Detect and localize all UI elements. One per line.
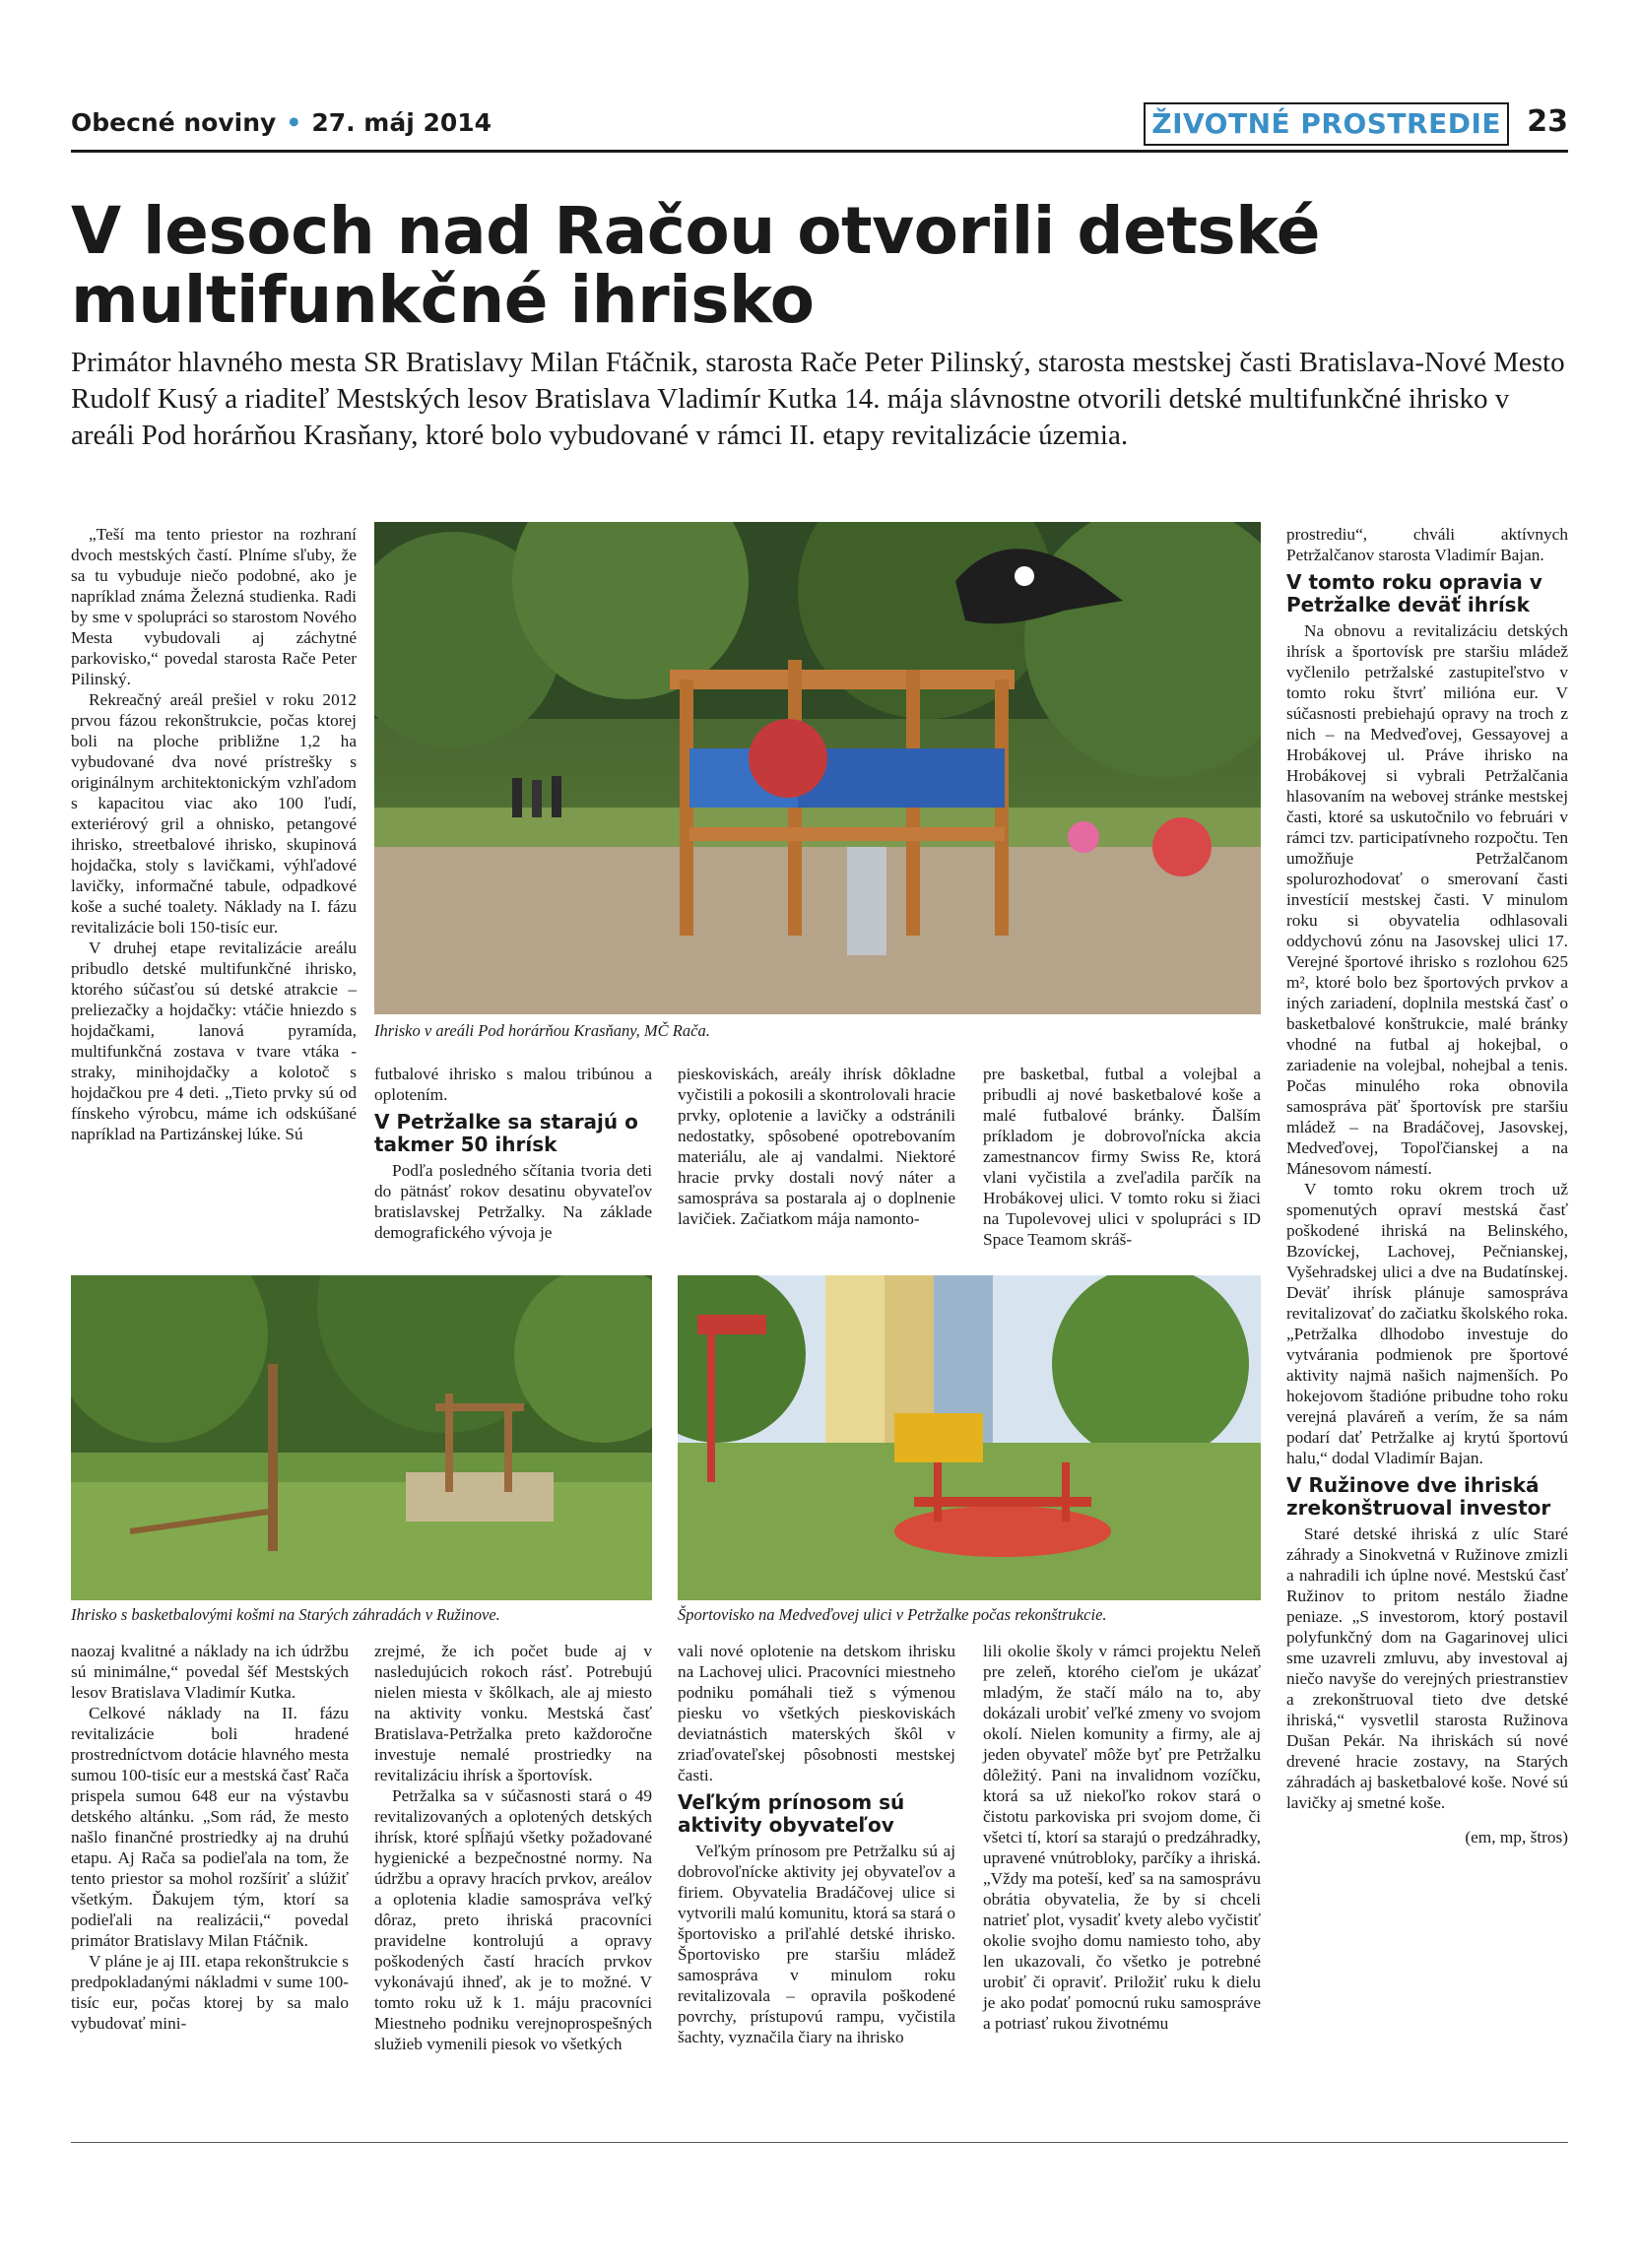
paragraph: V tomto roku okrem troch už spomenutých opraví mestská časť poškodené ihriská na Belinského, Bzovíckej, Lachovej, Pečnianskej, Vyšehradskej ulici a dve na Budatínskej. Deväť ihrísk plánuje samospráva revitalizovať do začiatku školského roka. „Petržalka dlhodobo investuje do vytvárania podmienok pre športové aktivity najmä našich najmenších. Po hokejovom štadióne pribudne toho roku verejná plaváreň a verím, že sa nám podarí dať Petržalke aj krytú športovú halu,“ dodal Vladimír Bajan. <box>1286 1180 1568 1467</box>
paragraph: Petržalka sa v súčasnosti stará o 49 revitalizovaných a oplotených detských ihrísk, ktoré spĺňajú všetky požadované hygienické a bezpečnostné normy. Na údržbu a opravy hracích prvkov, areálov a oplotenia kladie samospráva veľký dôraz, preto ihriská pracovníci pravidelne kontrolujú a opravy poškodených častí hracích prvkov vykonávajú ihneď, ak je to možné. V tomto roku už k 1. máju pracovníci Miestneho podniku verejnoprospešných služieb vymenili piesok vo všetkých <box>374 1786 652 2053</box>
section-label: ŽIVOTNÉ PROSTREDIE <box>1144 102 1509 146</box>
column-1 <box>71 524 357 1144</box>
column-bottom-1 <box>71 1641 349 2034</box>
paragraph: Na obnovu a revitalizáciu detských ihrísk a športovísk pre staršiu mládež vyčlenilo petržalské zastupiteľstvo v tomto roku štvrť milióna eur. V súčasnosti prebiehajú opravy na troch z nich – na Medveďovej, Gessayovej a Hrobákovej ul. Práve ihrisko na Hrobákovej si vybrali Petržalčania hlasovaním na webovej stránke mestskej časti, ktoré sa uskutočnilo vo februári v rámci tzv. participatívneho rozpočtu. Ten umožňuje Petržalčanom spolurozhodovať o smerovaní časti investícií mestskej časti. V minulom roku si obyvatelia odhlasovali oddychovú zónu na Jasovskej ulici 17. Verejné športové ihrisko s rozlohou 625 m², ktoré bolo bez športových prvkov a iných zariadení, doplnila mestská časť o basketbalové konštrukcie, malé bránky vhodné na futbal aj hokejbal, o zariadenie na volejbal, nohejbal a tenis. Počas minulého roka obnovila samospráva päť športovísk pre staršiu mládež – na Bradáčovej, Jasovskej, Medveďovej, Topoľčianskej a na Mánesovom námestí. <box>1286 621 1568 1178</box>
subheading-petrzalka: V Petržalke sa starajú o takmer 50 ihrísk <box>374 1110 638 1156</box>
subheading-devat-ihrisk: V tomto roku opravia v Petržalke deväť ihrísk <box>1286 570 1542 616</box>
paragraph: V pláne je aj III. etapa rekonštrukcie s predpokladanými nákladmi v sume 100-tisíc eur, počas ktorej by sa malo vybudovať mini- <box>71 1952 349 2033</box>
left-photo-caption: Ihrisko s basketbalovými košmi na Starých záhradách v Ružinove. <box>71 1605 500 1624</box>
author-signature: (em, mp, štros) <box>1465 1828 1568 1847</box>
paragraph: Podľa posledného sčítania tvoria deti do pätnásť rokov desatinu obyvateľov bratislavskej Petržalky. Na základe demografického vývoja je <box>374 1161 652 1242</box>
column-4 <box>983 1064 1261 1250</box>
paragraph: prostrediu“, chváli aktívnych Petržalčanov starosta Vladimír Bajan. <box>1286 525 1568 564</box>
subheading-ruzinov: V Ružinove dve ihriská zrekonštruoval investor <box>1286 1473 1551 1520</box>
paragraph: Staré detské ihriská z ulíc Staré záhrady a Sinokvetná v Ružinove zmizli a nahradili ich úplne nové. Mestskú časť Ružinov to pritom nestálo žiadne peniaze. „S investorom, ktorý postavil polyfunkčný dom na Gagarinovej ulici sme uzavreli zmluvu, aby investoval aj niečo navyše do verejných priestranstiev a zrekonštruoval tieto dve detské ihriská,“ vysvetlil starosta Ružinova Dušan Pekár. Na ihriskách sú nové drevené hracie zostavy, na Starých záhradách aj basketbalové koše. Nové sú lavičky aj smetné koše. <box>1286 1524 1568 1812</box>
article-title: V lesoch nad Račou otvorili detské multifunkčné ihrisko <box>71 193 1321 338</box>
column-bottom-2 <box>374 1641 652 2054</box>
publication-line <box>71 108 492 137</box>
paragraph: Celkové náklady na II. fázu revitalizácie boli hradené prostredníctvom dotácie hlavného mesta sumou 100-tisíc eur a mestská časť Rača prispela sumou 648 eur na výstavbu detského altánku. „Som rád, že mesto našlo finančné prostriedky aj na druhú etapu. Aj Rača sa podieľala na tom, že tento priestor sa mohol rozšíriť a slúžiť všetkým. Ďakujem tým, ktorí sa podieľali na realizácii,“ povedal primátor Bratislavy Milan Ftáčnik. <box>71 1704 349 1950</box>
column-bottom-4 <box>983 1641 1261 2034</box>
main-photo <box>374 522 1261 1014</box>
page-number: 23 <box>1527 104 1568 139</box>
column-bottom-3 <box>678 1641 955 2047</box>
publication-name: Obecné noviny <box>71 108 277 137</box>
paragraph: Veľkým prínosom pre Petržalku sú aj dobrovoľnícke aktivity jej obyvateľov a firiem. Obyvatelia Bradáčovej ulice si vytvorili malú komunitu, ktorá sa stará o športovisko a priľahlé detské ihrisko. Športovisko pre staršiu mládež samospráva v minulom roku revitalizovala – opravila poškodené povrchy, prístupovú rampu, vyčistila šachty, vyznačila čiary na ihrisko <box>678 1842 955 2046</box>
paragraph: lili okolie školy v rámci projektu Neleň pre zeleň, ktorého cieľom je ukázať mladým, že stačí málo na to, aby dokázali urobiť veľké zmeny vo svojom okolí. Nielen komunity a firmy, ale aj jeden obyvateľ môže byť pre Petržalku dôležitý. Pani na invalidnom vozíčku, ktorá sa už niekoľko rokov stará o čistotu parkoviska pri svojom dome, či všetci tí, ktorí sa starajú o predzáhradky, upravené vnútrobloky, parčíky a ihriská. „Vždy ma poteší, keď sa na samosprávu obrátia obyvatelia, že by si chceli natrieť plot, vysadiť kvety alebo vyčistiť okolie svojho domu namiesto toho, aby len ukazovali, čo všetko je potrebné urobiť či opraviť. Priložiť ruku k dielu je ako podať pomocnú ruku samospráve a potriasť rukou životnému <box>983 1642 1261 2033</box>
paragraph: futbalové ihrisko s malou tribúnou a oplotením. <box>374 1065 652 1104</box>
subheading-aktivity-obyvatelov: Veľkým prínosom sú aktivity obyvateľov <box>678 1790 905 1837</box>
separator-dot-icon: • <box>286 108 302 137</box>
article-lead: Primátor hlavného mesta SR Bratislavy Milan Ftáčnik, starosta Rače Peter Pilinský, starosta mestskej časti Bratislava-Nové Mesto Rudolf Kusý a riaditeľ Mestských lesov Bratislava Vladimír Kutka 14. mája slávnostne otvorili detské multifunkčné ihrisko v areáli Pod horárňou Krasňany, ktoré bolo vybudované v rámci II. etapy revitalizácie územia. <box>71 347 1565 451</box>
paragraph: vali nové oplotenie na detskom ihrisku na Lachovej ulici. Pracovníci miestneho podniku pomáhali tiež s výmenou piesku vo všetkých pieskoviskách deviatnástich materských škôl v zriaďovateľskej pôsobnosti mestskej časti. <box>678 1642 955 1784</box>
right-photo-caption: Športovisko na Medveďovej ulici v Petržalke počas rekonštrukcie. <box>678 1605 1107 1624</box>
column-2 <box>374 1064 652 1243</box>
paragraph: Rekreačný areál prešiel v roku 2012 prvou fázou rekonštrukcie, počas ktorej boli na ploche približne 1,2 ha vybudované dva nové prístrešky s originálnym architektonickým vzhľadom s kapacitou viac ako 100 ľudí, exteriérový gril a ohnisko, petangové ihrisko, streetbalové ihrisko, skupinová hojdačka, stoly s lavičkami, výhľadové lavičky, informačné tabule, odpadkové koše a suché toalety. Náklady na I. fázu revitalizácie boli 150-tisíc eur. <box>71 690 357 937</box>
right-photo <box>678 1275 1261 1600</box>
bottom-rule <box>71 2142 1568 2143</box>
left-photo <box>71 1275 652 1600</box>
paragraph: naozaj kvalitné a náklady na ich údržbu sú minimálne,“ povedal šéf Mestských lesov Bratislava Vladimír Kutka. <box>71 1642 349 1702</box>
paragraph: V druhej etape revitalizácie areálu pribudlo detské multifunkčné ihrisko, ktorého súčasťou sú detské atrakcie – preliezačky a hojdačky: vtáčie hniezdo s hojdačkami, lanová pyramída, multifunkčná zostava v tvare vtáka - straky, minihojdačky a kolotoč s hojdačkou pre 4 deti. „Tieto prvky sú od fínskeho výrobcu, máme ich odskúšané napríklad na Partizánskej lúke. Sú <box>71 939 357 1143</box>
paragraph: pieskoviskách, areály ihrísk dôkladne vyčistili a pokosili a skontrolovali hracie prvky, oplotenie a lavičky a odstránili nedostatky, spôsobené opotrebovaním materiálu, ale aj vandalmi. Niektoré hracie prvky dostali nový náter a samospráva sa postarala aj o doplnenie lavičiek. Začiatkom mája namonto- <box>678 1065 955 1228</box>
paragraph: pre basketbal, futbal a volejbal a pribudli aj nové basketbalové koše a malé futbalové bránky. Ďalším príkladom je dobrovoľnícka akcia zamestnancov firmy Swiss Re, ktorá vlani vyčistila a zveľadila parčík na Hrobákovej ulici. V tomto roku si žiaci na Tupolevovej ulici v spolupráci s ID Space Teamom skráš- <box>983 1065 1261 1249</box>
issue-date: 27. máj 2014 <box>311 108 492 137</box>
column-3 <box>678 1064 955 1229</box>
paragraph: zrejmé, že ich počet bude aj v nasledujúcich rokoch rásť. Potrebujú nielen miesta v škôlkach, ale aj miesto na aktivity vonku. Mestská časť Bratislava-Petržalka preto každoročne investuje nemalé prostriedky na revitalizáciu ihrísk a športovísk. <box>374 1642 652 1784</box>
page-header <box>71 102 1568 153</box>
paragraph: „Teší ma tento priestor na rozhraní dvoch mestských častí. Plníme sľuby, že sa tu vybuduje niečo podobné, ako je napríklad známa Železná studienka. Radi by sme v spolupráci so starostom Nového Mesta vybudovali aj záchytné parkovisko,“ povedal starosta Rače Peter Pilinský. <box>71 525 357 688</box>
column-5 <box>1286 524 1568 1847</box>
main-photo-caption: Ihrisko v areáli Pod horárňou Krasňany, MČ Rača. <box>374 1021 710 1040</box>
